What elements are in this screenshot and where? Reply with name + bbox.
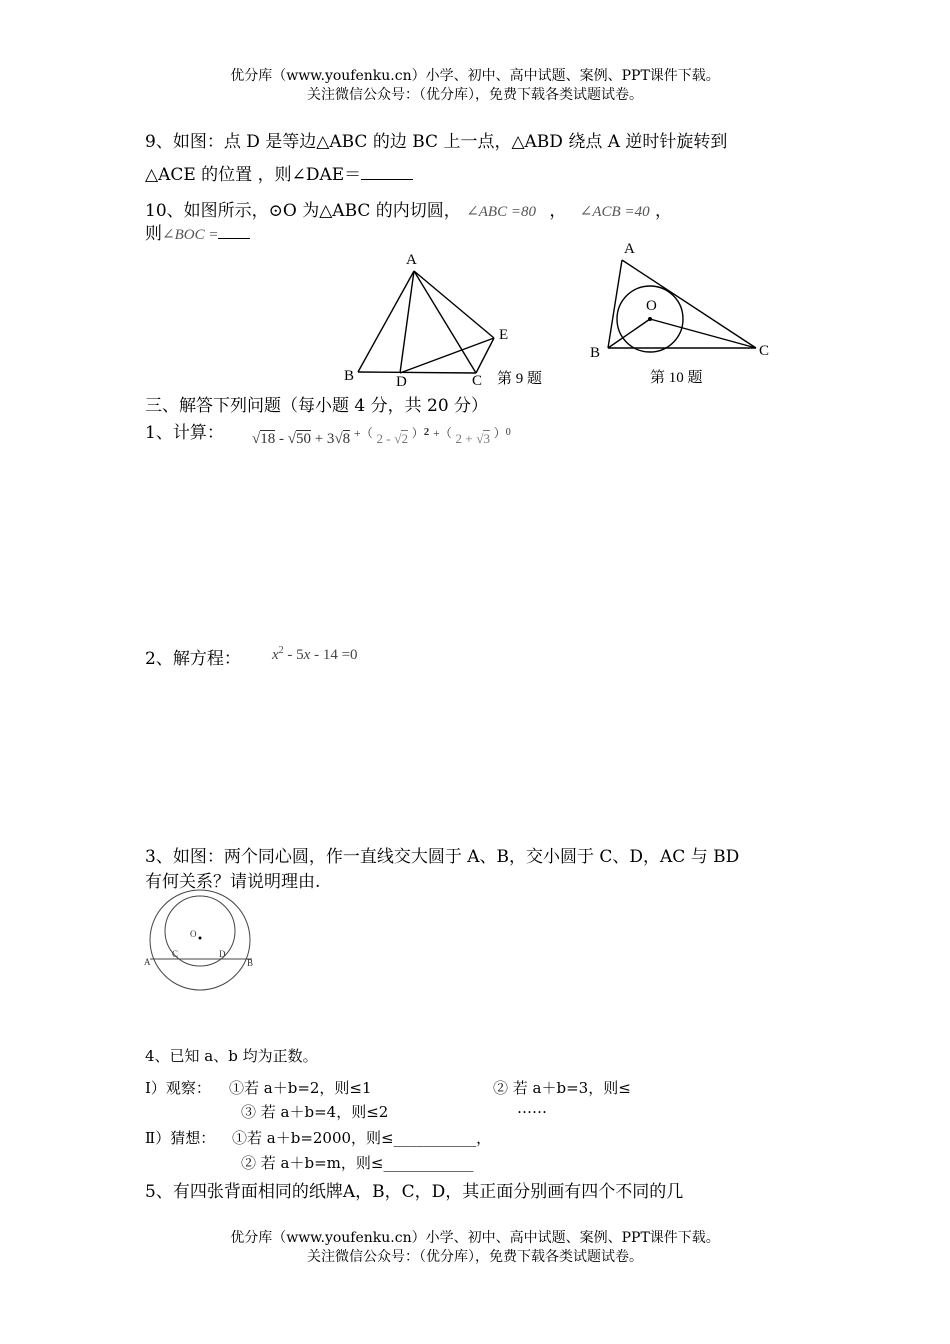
- q10-line-1: 10、如图所示，⊙O 为△ABC 的内切圆， ∠ABC =80 ， ∠ACB =40 ，: [145, 201, 672, 221]
- fig9-caption: 第 9 题: [497, 371, 543, 387]
- q9-line-2: [145, 160, 413, 185]
- p1-t2: 2 -: [376, 431, 391, 446]
- fig3-label-d: D: [219, 949, 226, 959]
- fig9-label-c: C: [472, 373, 483, 389]
- fig10-label-a: A: [624, 241, 635, 257]
- p1-t5: 2 +: [455, 431, 473, 446]
- p2-x2: x: [303, 647, 311, 663]
- q10-prefix: 10、如图所示，⊙O 为△ABC 的内切圆，: [145, 201, 461, 221]
- q10-angle-boc: ∠BOC =: [162, 227, 219, 243]
- header-line-2: 关注微信公众号：（优分库），免费下载各类试题试卷。: [307, 87, 643, 103]
- fig9-label-a: A: [406, 252, 417, 268]
- q9-line-1: 9、如图：点 D 是等边△ABC 的边 BC 上一点，△ABD 绕点 A 逆时针旋转到: [145, 132, 728, 152]
- q10-answer-blank: [218, 224, 250, 239]
- p1-r3: 3: [483, 431, 490, 446]
- p4-intro: 4、已知 a、b 均为正数。: [145, 1047, 318, 1065]
- fig9-label-b: B: [344, 368, 355, 384]
- p4-obs-2: ② 若 a＋b=3，则≤: [493, 1079, 631, 1097]
- p4-obs-1: ①若 a＋b=2，则≤1: [229, 1079, 372, 1097]
- p1-t6: ）: [493, 426, 506, 440]
- footer-line-1: 优分库（www.youfenku.cn）小学、初中、高中试题、案例、PPT课件下载。: [230, 1230, 720, 1246]
- q10-line-2: [145, 219, 250, 244]
- q9-line-2-text: △ACE 的位置 ，则∠DAE＝: [145, 165, 362, 185]
- fig3-label-a: A: [144, 957, 151, 967]
- p1-plus3: + 3: [314, 431, 335, 447]
- q10-angle-abc: ∠ABC =80: [466, 204, 536, 220]
- figure-3: [140, 885, 270, 995]
- p5-line-1: 5、有四张背面相同的纸牌A，B，C，D，其正面分别画有四个不同的几: [145, 1182, 684, 1202]
- fig3-label-o: O: [190, 929, 197, 939]
- p3-line-1: 3、如图：两个同心圆，作一直线交大圆于 A、B，交小圆于 C、D，AC 与 BD: [145, 847, 740, 867]
- p2-equation: [272, 645, 358, 664]
- p4-guess-label: Ⅱ）猜想：: [145, 1129, 216, 1147]
- header-line-1: 优分库（www.youfenku.cn）小学、初中、高中试题、案例、PPT课件下载。: [230, 68, 720, 84]
- fig3-label-b: B: [247, 958, 254, 968]
- fig9-label-e: E: [499, 327, 509, 343]
- p4-guess-2: ② 若 a＋b=m，则≤____________: [241, 1154, 474, 1172]
- fig10-label-b: B: [590, 345, 601, 361]
- fig10-label-o: O: [646, 298, 657, 314]
- p2-sq: 2: [278, 645, 284, 656]
- p1-exp2: 2: [423, 426, 430, 438]
- p4-guess-1: ①若 a＋b=2000，则≤___________，: [232, 1129, 492, 1147]
- q10-line-2-text: 则: [145, 224, 162, 244]
- figure-10: [580, 235, 790, 390]
- p1-r18: 18: [260, 431, 276, 447]
- p1-exp0: 0: [505, 427, 511, 438]
- p4-obs-3: ③ 若 a＋b=4，则≤2: [241, 1103, 389, 1121]
- p1-t1: +（: [353, 426, 373, 440]
- fig3-label-c: C: [172, 949, 179, 959]
- p3-line-2: 有何关系？请说明理由.: [145, 872, 321, 892]
- q9-answer-blank: [361, 165, 413, 180]
- footer-line-2: 关注微信公众号：（优分库），免费下载各类试题试卷。: [307, 1249, 643, 1265]
- p2-x: x: [272, 647, 279, 663]
- p2-label: 2、解方程：: [145, 649, 241, 669]
- p1-label: 1、计算：: [145, 423, 224, 443]
- p1-t4: +（: [432, 426, 452, 440]
- p1-t3: ）: [411, 426, 424, 440]
- figure-9: [330, 240, 570, 390]
- p4-obs-label: Ⅰ）观察：: [145, 1079, 211, 1097]
- fig9-label-d: D: [396, 374, 407, 390]
- p1-r2: 2: [401, 431, 408, 446]
- p4-dots: ……: [517, 1099, 547, 1117]
- p1-r8: 8: [342, 431, 351, 447]
- p1-r50: 50: [295, 431, 311, 447]
- p1-minus: -: [278, 431, 284, 447]
- p1-expression: √18 - √50 + 3√8 +（ 2 - √2 $^{)2}$ +（ 2 + √3 $^{)0}$: [252, 426, 511, 447]
- p2-end: - 14 =0: [314, 647, 358, 663]
- fig10-label-c: C: [759, 343, 770, 359]
- q10-angle-acb: ∠ACB =40: [579, 204, 650, 220]
- p2-mid: - 5: [287, 647, 304, 663]
- fig10-caption: 第 10 题: [650, 370, 703, 386]
- section-3-title: 三、解答下列问题（每小题 4 分，共 20 分）: [145, 396, 489, 416]
